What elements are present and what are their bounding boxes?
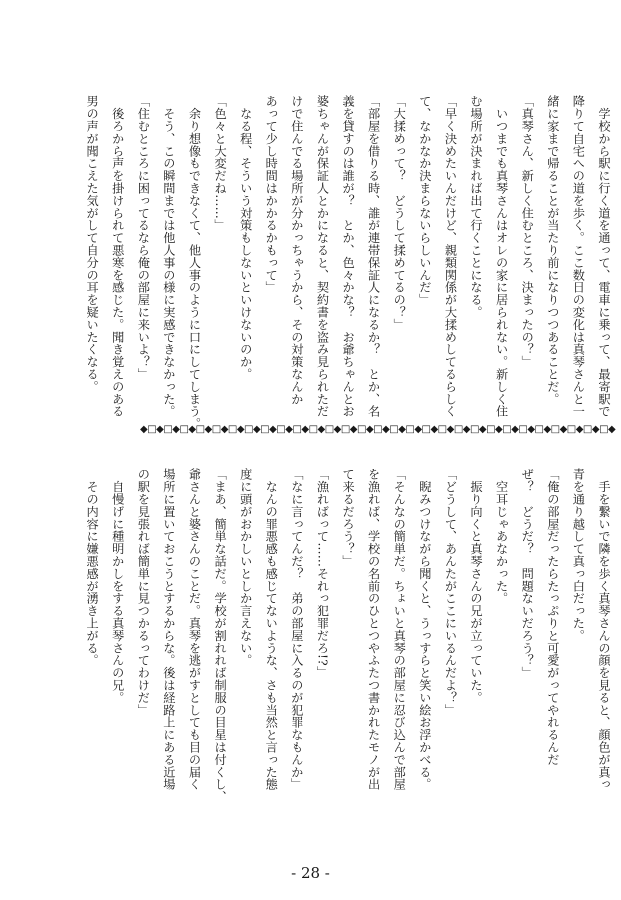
text-column: 学校から駅に行く道を通って、電車に乗って、最寄駅で: [597, 95, 611, 418]
text-column: 「部屋を借りる時、誰が連帯保証人になるか？ とか、名: [366, 95, 381, 418]
text-column: 手を繋いで隣を歩く真琴さんの顔を見ると、顔色が真っ: [597, 468, 611, 791]
text-column: 度に頭がおかしいとしか言えない。: [238, 468, 253, 667]
text-column: む場所が決まれば出て行くことになる。: [469, 95, 484, 319]
text-column: の駅を見張れば簡単に見つかるってわけだ」: [136, 468, 151, 716]
text-column: 義を貸すのは誰が？ とか、色々かな？ お爺ちゃんとお: [341, 95, 356, 418]
text-column: ぜ？ どうだ？ 問題ないだろう？」: [520, 468, 535, 679]
text-column: なんの罪悪感も感じてないような、さも当然と言った態: [264, 468, 279, 791]
text-column: 爺さんと婆さんのことだ。真琴を逃がすとしても目の届く: [187, 468, 202, 791]
text-column: 「大揉めって？ どうして揉めてるの？」: [392, 95, 407, 331]
text-column: 余り想像もできなくて、他人事のように口にしてしまう。: [187, 95, 202, 430]
text-column: あって少し時間はかかるかもって」: [264, 95, 279, 294]
text-column: て、なかなか決まらないらしいんだ」: [417, 95, 432, 306]
text-column: 場所に置いておこうとするからな。後は経路上にある近場: [161, 468, 176, 791]
text-column: そう、この瞬間までは他人事の様に実感できなかった。: [161, 95, 176, 418]
text-column: 後ろから声を掛けられて悪寒を感じた。聞き覚えのある: [110, 95, 125, 418]
text-column: その内容に嫌悪感が湧き上がる。: [85, 468, 100, 667]
text-column: を漁れば、学校の名前のひとつやふたつ書かれたモノが出: [366, 468, 381, 791]
text-column: 自慢げに種明かしをする真琴さんの兄。: [110, 468, 125, 704]
text-column: 振り向くと真琴さんの兄が立っていた。: [469, 468, 484, 704]
text-column: て来るだろう？」: [341, 468, 356, 568]
text-column: 青を通り越して真っ白だった。: [571, 468, 586, 642]
text-column: 空耳じゃあなかった。: [494, 468, 509, 605]
text-column: 降りて自宅への道を歩く。ここ数日の変化は真琴さんと一: [571, 95, 586, 418]
top-text-block: [79, 95, 616, 430]
text-column: 男の声が聞こえた気がして自分の耳を疑いたくなる。: [85, 95, 100, 393]
text-column: 「どうして、あんたがここにいるんだよ？」: [443, 468, 458, 716]
text-column: 婆ちゃんが保証人とかになると、契約書を盗み見られただ: [315, 95, 330, 418]
page-number: - 28 -: [291, 864, 330, 882]
bottom-text-block: [79, 468, 616, 803]
text-column: 「真琴さん、新しく住むところ、決まったの？」: [520, 95, 535, 368]
text-column: 「俺の部屋だったらたっぷりと可愛がってやれるんだ: [545, 468, 560, 766]
text-column: けで住んでる場所が分かっちゃうから、その対策なんか: [289, 95, 304, 405]
text-column: いつまでも真琴さんはオレの家に居られない。新しく住: [494, 95, 509, 418]
text-column: 緒に家まで帰ることが当たり前になりつつあることだ。: [545, 95, 560, 405]
section-divider: ◆□◆□◆□◆□◆□◆□◆□◆□◆□◆□◆□◆□◆□◆□◆□◆□◆□◆□◆□◆□◆□◆□◆□◆□◆□◆□◆□◆□◆□◆: [140, 424, 616, 435]
text-column: 「漁ればって……それっ犯罪だろ!?」: [315, 468, 330, 679]
text-column: 「そんなの簡単だ。ちょいと真琴の部屋に忍び込んで部屋: [392, 468, 407, 791]
text-column: 「色々と大変だね……」: [213, 95, 228, 232]
text-column: 「まあ、簡単な話だ。学校が割れれば制服の目星は付くし、: [213, 468, 228, 803]
text-column: 「住むところに困ってるなら俺の部屋に来いよ？」: [136, 95, 151, 381]
text-column: なる程、そういう対策もしないといけないのか。: [238, 95, 253, 381]
text-column: 睨みつけながら聞くと、うっすらと笑い絵お浮かべる。: [417, 468, 432, 791]
text-column: 「なに言ってんだ？ 弟の部屋に入るのが犯罪なもんか」: [289, 468, 304, 791]
text-column: 「早く決めたいんだけど、親類関係が大揉めしてるらしく: [443, 95, 458, 418]
